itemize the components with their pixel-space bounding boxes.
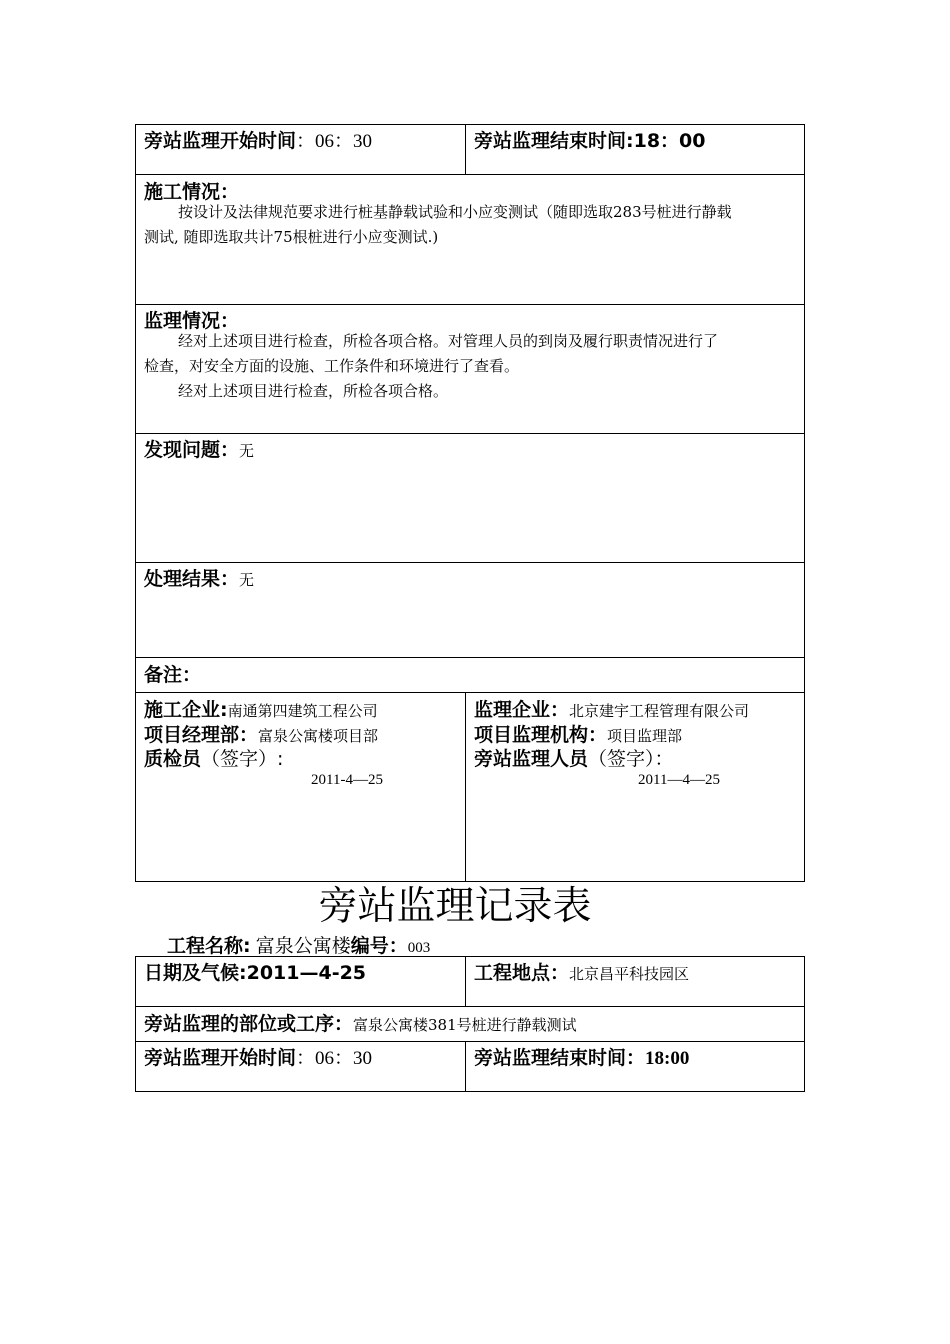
start-time-label: 旁站监理开始时间 <box>144 130 297 152</box>
result <box>144 564 254 591</box>
r2-start-time <box>144 1043 372 1070</box>
remarks-label: 备注： <box>144 664 202 686</box>
process-value: 富泉公寓楼381号桩进行静载测试 <box>353 1016 577 1034</box>
inspector <box>144 744 283 771</box>
contractor-value: 南通第四建筑工程公司 <box>227 702 378 720</box>
supervisor-label: 监理企业： <box>474 699 570 721</box>
date-weather: 日期及气候:2011—4-25 <box>144 962 367 984</box>
supervision-staff <box>474 744 674 771</box>
supervisor-value: 北京建宇工程管理有限公司 <box>569 702 750 720</box>
contractor-date: 2011-4—25 <box>311 772 383 788</box>
number-value: 003 <box>407 940 431 956</box>
supervision-label: 监理情况： <box>144 310 240 332</box>
result-value: 无 <box>239 571 255 589</box>
r2-hline-1 <box>135 1006 805 1007</box>
project-name-value: 富泉公寓楼 <box>255 935 351 957</box>
inspector-sign: （签字）: <box>201 748 284 770</box>
issues-value: 无 <box>239 442 255 460</box>
r2-hline-2 <box>135 1041 805 1042</box>
hline-4 <box>135 562 805 563</box>
signature-divider <box>465 692 466 882</box>
inspector-label: 质检员 <box>144 748 202 770</box>
process <box>144 1009 577 1036</box>
supervisor-date: 2011—4—25 <box>638 772 720 788</box>
project-dept-label: 项目经理部： <box>144 724 259 746</box>
row1-divider <box>465 124 466 174</box>
project-name-label: 工程名称: <box>167 935 251 957</box>
supervision-org-label: 项目监理机构： <box>474 724 608 746</box>
contractor <box>144 695 378 722</box>
supervision-text-1: 经对上述项目进行检查，所检各项合格。对管理人员的到岗及履行职责情况进行了 <box>178 332 719 350</box>
supervision-staff-label: 旁站监理人员 <box>474 748 589 770</box>
issues <box>144 435 254 462</box>
r2-vline-1 <box>465 956 466 1006</box>
site-label: 工程地点： <box>474 962 570 984</box>
page-title: 旁站监理记录表 <box>318 884 592 929</box>
number-label: 编号： <box>350 935 408 957</box>
project-info <box>167 931 430 958</box>
supervision-org-value: 项目监理部 <box>607 727 683 745</box>
contractor-label: 施工企业: <box>144 699 228 721</box>
r2-end-time-value: 18:00 <box>645 1048 690 1069</box>
supervision-text-3: 经对上述项目进行检查，所检各项合格。 <box>178 382 449 400</box>
hline-1 <box>135 174 805 175</box>
end-time-label: 旁站监理结束时间:18：00 <box>474 130 706 152</box>
r2-end-time-label: 旁站监理结束时间： <box>474 1047 646 1069</box>
supervision-staff-sign: （签字）： <box>588 748 674 770</box>
project-dept-value: 富泉公寓楼项目部 <box>258 727 379 745</box>
construction-label: 施工情况： <box>144 181 240 203</box>
hline-6 <box>135 692 805 693</box>
result-label: 处理结果： <box>144 568 240 590</box>
r2-vline-2 <box>465 1041 466 1092</box>
supervision-org <box>474 720 682 747</box>
supervision-text-2: 检查，对安全方面的设施、工作条件和环境进行了查看。 <box>144 357 520 375</box>
supervisor <box>474 695 749 722</box>
start-time-value: ：06：30 <box>296 131 373 152</box>
hline-5 <box>135 657 805 658</box>
construction-text-1: 按设计及法律规范要求进行桩基静载试验和小应变测试（随即选取283号桩进行静载 <box>178 203 732 221</box>
hline-2 <box>135 304 805 305</box>
site-value: 北京昌平科技园区 <box>569 965 690 983</box>
r2-start-time-label: 旁站监理开始时间 <box>144 1047 297 1069</box>
issues-label: 发现问题： <box>144 439 240 461</box>
hline-3 <box>135 433 805 434</box>
site <box>474 958 689 985</box>
start-time <box>144 126 372 153</box>
process-label: 旁站监理的部位或工序： <box>144 1013 354 1035</box>
r2-end-time <box>474 1043 689 1070</box>
project-dept <box>144 720 378 747</box>
construction-text-2: 测试, 随即选取共计75根桩进行小应变测试.) <box>144 228 439 246</box>
r2-start-time-value: ：06：30 <box>296 1048 373 1069</box>
